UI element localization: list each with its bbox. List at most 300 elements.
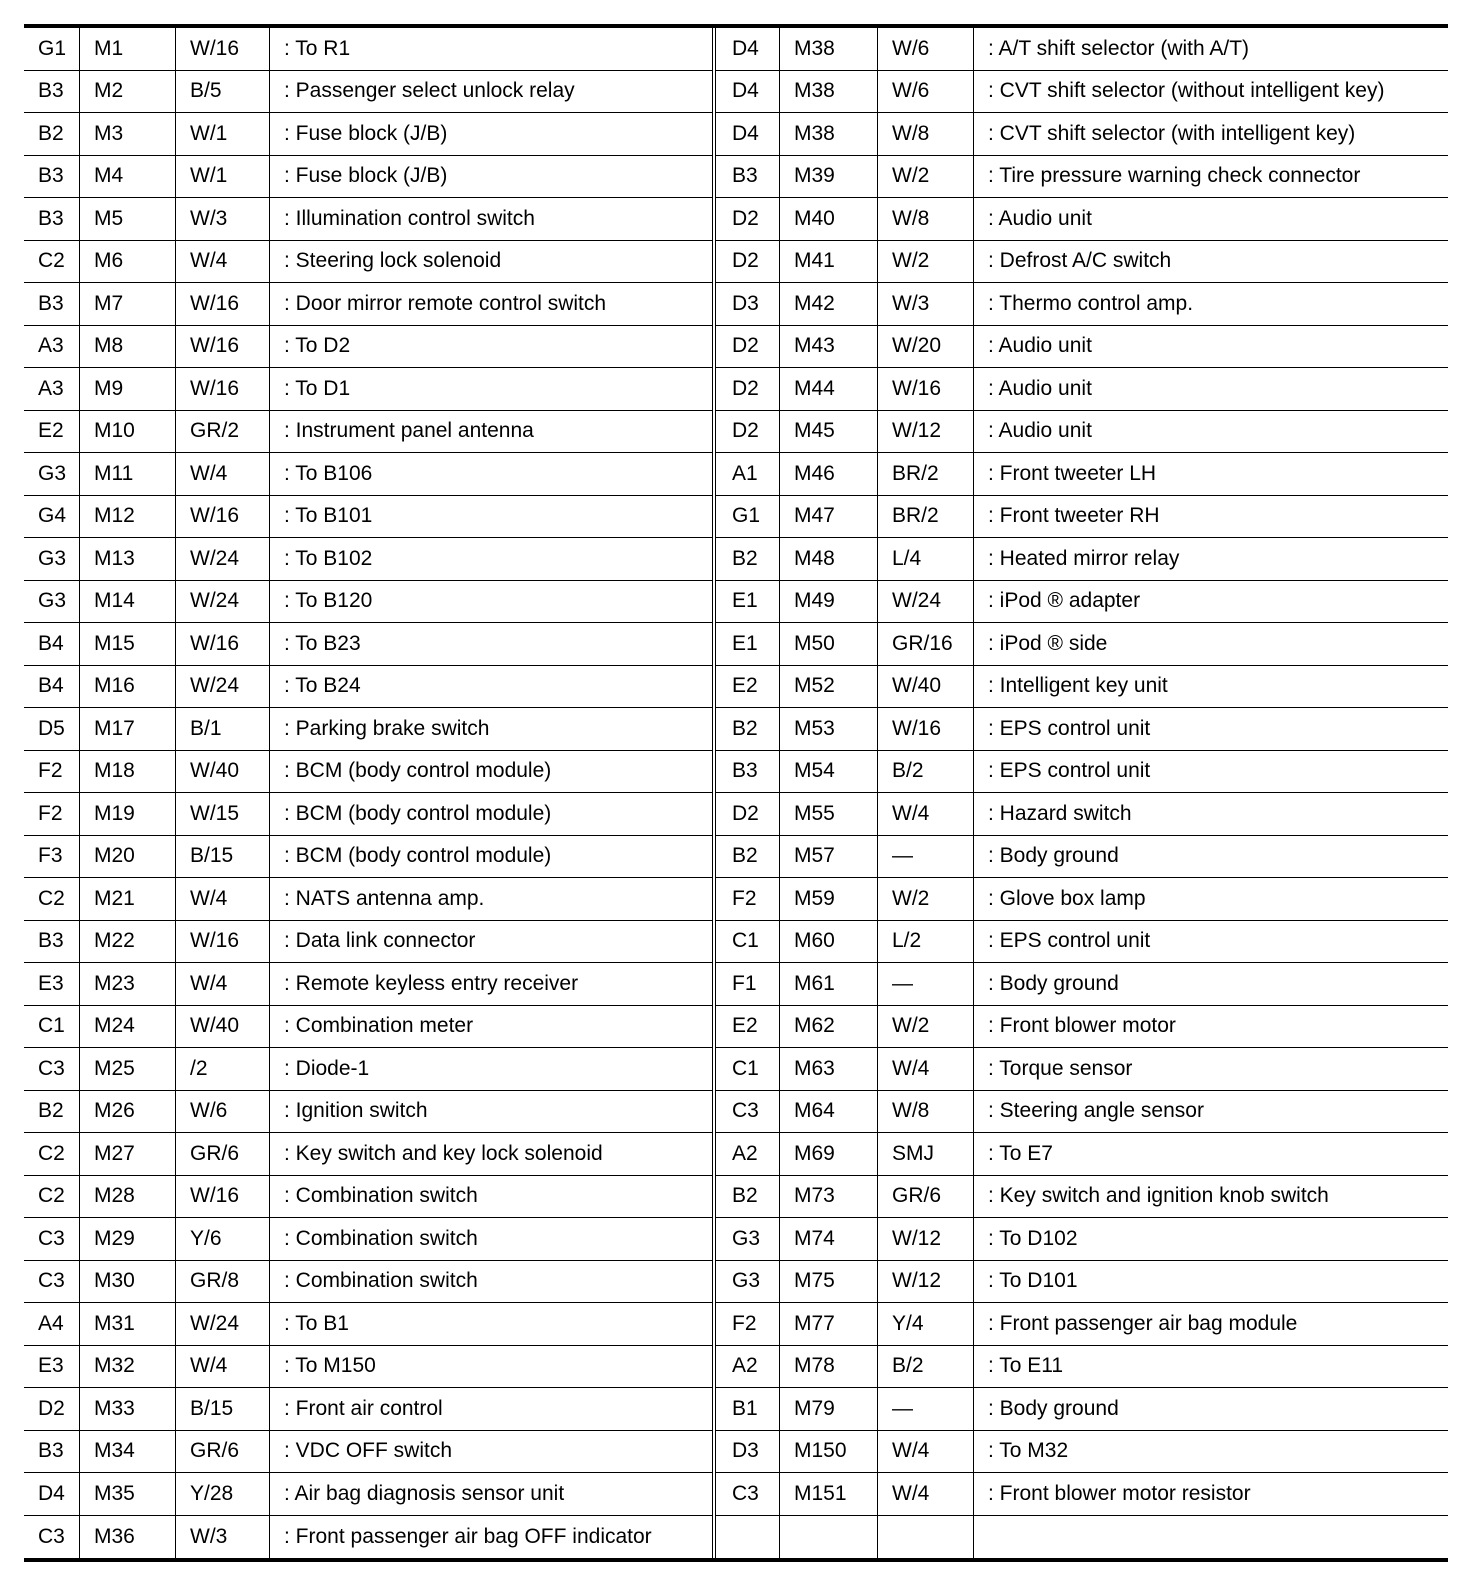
description-cell: : Combination switch [284, 1269, 478, 1293]
description-cell: : BCM (body control module) [284, 844, 552, 868]
connector-type-cell: W/4 [176, 453, 270, 495]
connector-type-cell: W/4 [176, 1346, 270, 1388]
description-cell: : To B101 [284, 504, 373, 528]
connector-type-cell: W/16 [176, 623, 270, 665]
connector-type-cell: W/2 [878, 878, 974, 920]
description-cell: : Steering lock solenoid [284, 249, 502, 273]
description-cell: : Audio unit [988, 206, 1092, 230]
table-row [716, 751, 1448, 794]
table-row [716, 1473, 1448, 1516]
grid-cell: F2 [716, 1303, 780, 1345]
connector-type-cell: W/24 [176, 538, 270, 580]
table-row [716, 1431, 1448, 1474]
description-cell: : Body ground [988, 844, 1119, 868]
grid-cell: D2 [716, 411, 780, 453]
connector-cell: M48 [780, 538, 878, 580]
description-cell: : Door mirror remote control switch [284, 291, 607, 315]
connector-cell: M34 [80, 1431, 176, 1473]
description-cell: : Front air control [284, 1396, 443, 1420]
description-cell: : To B102 [284, 546, 373, 570]
grid-cell: C3 [24, 1218, 80, 1260]
description-cell: : To R1 [284, 36, 351, 60]
connector-cell: M53 [780, 708, 878, 750]
connector-type-cell: W/15 [176, 793, 270, 835]
table-row [24, 71, 712, 114]
connector-type-cell: W/2 [878, 241, 974, 283]
table-row [716, 666, 1448, 709]
connector-cell: M1 [80, 28, 176, 70]
table-row [24, 283, 712, 326]
grid-cell: C1 [716, 1048, 780, 1090]
description-cell: : iPod ® adapter [988, 589, 1141, 613]
description-cell: : Tire pressure warning check connector [988, 164, 1361, 188]
connector-type-cell: W/3 [176, 198, 270, 240]
connector-cell: M15 [80, 623, 176, 665]
connector-type-cell: W/4 [878, 793, 974, 835]
description-cell: : EPS control unit [988, 759, 1151, 783]
connector-type-cell: BR/2 [878, 453, 974, 495]
grid-cell: F2 [24, 751, 80, 793]
description-cell: : Audio unit [988, 419, 1092, 443]
table-row [24, 793, 712, 836]
description-cell: : Intelligent key unit [988, 674, 1168, 698]
table-row [716, 1261, 1448, 1304]
description-cell: : Key switch and key lock solenoid [284, 1141, 603, 1165]
connector-cell: M38 [780, 113, 878, 155]
description-cell: : To E11 [988, 1354, 1064, 1378]
connector-cell: M3 [80, 113, 176, 155]
connector-cell: M23 [80, 963, 176, 1005]
table-row [716, 581, 1448, 624]
connector-type-cell: B/15 [176, 1388, 270, 1430]
connector-cell: M12 [80, 496, 176, 538]
connector-cell: M24 [80, 1006, 176, 1048]
grid-cell: D3 [716, 1431, 780, 1473]
description-cell: : To B1 [284, 1311, 349, 1335]
description-cell: : Combination switch [284, 1184, 478, 1208]
description-cell: : Air bag diagnosis sensor unit [284, 1481, 565, 1505]
description-cell: : To M32 [988, 1439, 1069, 1463]
description-cell: : Fuse block (J/B) [284, 121, 448, 145]
description-cell: : Audio unit [988, 376, 1092, 400]
table-row [24, 878, 712, 921]
connector-type-cell: W/40 [176, 1006, 270, 1048]
table-row [24, 1218, 712, 1261]
table-row [24, 581, 712, 624]
description-cell: : iPod ® side [988, 631, 1108, 655]
grid-cell: E1 [716, 581, 780, 623]
description-cell: : Defrost A/C switch [988, 249, 1172, 273]
connector-cell: M52 [780, 666, 878, 708]
grid-cell: A2 [716, 1346, 780, 1388]
table-row [24, 113, 712, 156]
connector-cell: M50 [780, 623, 878, 665]
connector-cell: M2 [80, 71, 176, 113]
description-cell: : To B106 [284, 461, 373, 485]
connector-type-cell: Y/6 [176, 1218, 270, 1260]
description-cell: : To B23 [284, 631, 361, 655]
connector-cell: M59 [780, 878, 878, 920]
table-row [716, 198, 1448, 241]
connector-cell: M25 [80, 1048, 176, 1090]
description-cell: : Fuse block (J/B) [284, 164, 448, 188]
connector-cell: M150 [780, 1431, 878, 1473]
grid-cell: B2 [24, 1091, 80, 1133]
connector-type-cell: W/3 [878, 283, 974, 325]
connector-table-right-half [716, 28, 1448, 1558]
connector-type-cell: W/2 [878, 1006, 974, 1048]
description-cell: : Front tweeter RH [988, 504, 1160, 528]
connector-cell: M20 [80, 836, 176, 878]
grid-cell: B3 [24, 71, 80, 113]
table-row [24, 368, 712, 411]
connector-type-cell: GR/6 [176, 1431, 270, 1473]
grid-cell: E2 [716, 1006, 780, 1048]
table-row [24, 241, 712, 284]
grid-cell: B3 [24, 198, 80, 240]
connector-type-cell: W/16 [176, 1176, 270, 1218]
table-row [24, 1388, 712, 1431]
connector-type-cell: W/12 [878, 1261, 974, 1303]
table-row [24, 198, 712, 241]
connector-type-cell: W/1 [176, 113, 270, 155]
connector-type-cell: W/4 [176, 878, 270, 920]
connector-cell: M9 [80, 368, 176, 410]
grid-cell [716, 1516, 780, 1559]
table-row [24, 708, 712, 751]
connector-type-cell: W/6 [878, 71, 974, 113]
description-cell: : Key switch and ignition knob switch [988, 1184, 1329, 1208]
grid-cell: D2 [716, 326, 780, 368]
connector-table [24, 24, 1448, 1562]
grid-cell: D4 [716, 28, 780, 70]
description-cell: : Body ground [988, 1396, 1119, 1420]
connector-type-cell: W/2 [878, 156, 974, 198]
grid-cell: G3 [24, 581, 80, 623]
connector-type-cell: L/2 [878, 921, 974, 963]
connector-type-cell: W/24 [176, 666, 270, 708]
connector-cell: M19 [80, 793, 176, 835]
connector-type-cell: W/1 [176, 156, 270, 198]
grid-cell: F1 [716, 963, 780, 1005]
table-row [716, 921, 1448, 964]
grid-cell: B4 [24, 623, 80, 665]
connector-cell: M5 [80, 198, 176, 240]
connector-type-cell: W/20 [878, 326, 974, 368]
description-cell: : EPS control unit [988, 929, 1151, 953]
connector-cell: M44 [780, 368, 878, 410]
connector-cell: M40 [780, 198, 878, 240]
connector-type-cell: B/2 [878, 751, 974, 793]
table-row [716, 1218, 1448, 1261]
grid-cell: G4 [24, 496, 80, 538]
connector-cell: M61 [780, 963, 878, 1005]
grid-cell: A3 [24, 326, 80, 368]
table-row [716, 1346, 1448, 1389]
grid-cell: D2 [716, 793, 780, 835]
connector-type-cell: SMJ [878, 1133, 974, 1175]
table-row [24, 156, 712, 199]
table-row [24, 326, 712, 369]
connector-type-cell: W/4 [176, 241, 270, 283]
description-cell: : Data link connector [284, 929, 476, 953]
connector-type-cell [878, 1516, 974, 1559]
description-cell: : To D101 [988, 1269, 1078, 1293]
grid-cell: B2 [716, 708, 780, 750]
grid-cell: E1 [716, 623, 780, 665]
connector-cell: M151 [780, 1473, 878, 1515]
connector-type-cell: L/4 [878, 538, 974, 580]
connector-type-cell: W/16 [878, 708, 974, 750]
connector-cell: M74 [780, 1218, 878, 1260]
connector-cell: M46 [780, 453, 878, 495]
connector-cell: M47 [780, 496, 878, 538]
table-row [24, 1516, 712, 1559]
connector-type-cell: W/16 [176, 283, 270, 325]
table-row [716, 113, 1448, 156]
connector-type-cell: B/15 [176, 836, 270, 878]
connector-type-cell: W/40 [878, 666, 974, 708]
description-cell: : CVT shift selector (with intelligent key) [988, 121, 1356, 145]
connector-cell: M26 [80, 1091, 176, 1133]
table-row [24, 453, 712, 496]
connector-type-cell: GR/16 [878, 623, 974, 665]
connector-type-cell: B/2 [878, 1346, 974, 1388]
connector-cell: M36 [80, 1516, 176, 1559]
description-cell: : Diode-1 [284, 1056, 370, 1080]
description-cell: : Heated mirror relay [988, 546, 1180, 570]
description-cell: : NATS antenna amp. [284, 886, 485, 910]
table-row [716, 1176, 1448, 1219]
table-row [24, 1133, 712, 1176]
table-row [716, 496, 1448, 539]
table-row [716, 241, 1448, 284]
connector-type-cell: W/16 [176, 921, 270, 963]
grid-cell: B2 [716, 1176, 780, 1218]
connector-cell: M29 [80, 1218, 176, 1260]
description-cell: : Thermo control amp. [988, 291, 1194, 315]
grid-cell: A2 [716, 1133, 780, 1175]
table-row [24, 836, 712, 879]
connector-type-cell: W/12 [878, 411, 974, 453]
grid-cell: B1 [716, 1388, 780, 1430]
grid-cell: G3 [716, 1261, 780, 1303]
description-cell: : To B120 [284, 589, 373, 613]
description-cell: : To B24 [284, 674, 361, 698]
description-cell: : Front blower motor [988, 1014, 1176, 1038]
connector-type-cell: — [878, 836, 974, 878]
grid-cell: F2 [24, 793, 80, 835]
connector-type-cell: GR/8 [176, 1261, 270, 1303]
connector-type-cell: W/4 [176, 963, 270, 1005]
grid-cell: C3 [24, 1261, 80, 1303]
connector-cell: M42 [780, 283, 878, 325]
table-row [716, 878, 1448, 921]
description-cell: : Front tweeter LH [988, 461, 1157, 485]
description-cell: : Remote keyless entry receiver [284, 971, 579, 995]
connector-type-cell: W/6 [176, 1091, 270, 1133]
grid-cell: B3 [716, 751, 780, 793]
table-row [716, 623, 1448, 666]
table-row [24, 963, 712, 1006]
connector-cell: M14 [80, 581, 176, 623]
connector-cell: M38 [780, 28, 878, 70]
connector-type-cell: /2 [176, 1048, 270, 1090]
connector-cell: M6 [80, 241, 176, 283]
connector-cell: M77 [780, 1303, 878, 1345]
description-cell: : Combination meter [284, 1014, 474, 1038]
connector-cell: M8 [80, 326, 176, 368]
connector-type-cell: BR/2 [878, 496, 974, 538]
grid-cell: C1 [716, 921, 780, 963]
description-cell: : Hazard switch [988, 801, 1132, 825]
description-cell: : Front passenger air bag module [988, 1311, 1298, 1335]
connector-cell: M43 [780, 326, 878, 368]
description-cell: : To E7 [988, 1141, 1053, 1165]
connector-type-cell: W/8 [878, 198, 974, 240]
connector-cell: M33 [80, 1388, 176, 1430]
grid-cell: B2 [716, 836, 780, 878]
grid-cell: B3 [716, 156, 780, 198]
connector-cell: M16 [80, 666, 176, 708]
grid-cell: E2 [716, 666, 780, 708]
connector-cell: M60 [780, 921, 878, 963]
grid-cell: D4 [24, 1473, 80, 1515]
table-row [716, 71, 1448, 114]
connector-cell: M78 [780, 1346, 878, 1388]
connector-cell: M13 [80, 538, 176, 580]
connector-cell: M30 [80, 1261, 176, 1303]
connector-type-cell: — [878, 1388, 974, 1430]
table-row [716, 283, 1448, 326]
grid-cell: F3 [24, 836, 80, 878]
connector-type-cell: W/24 [878, 581, 974, 623]
connector-type-cell: W/3 [176, 1516, 270, 1559]
grid-cell: D4 [716, 113, 780, 155]
description-cell: : CVT shift selector (without intelligent key) [988, 79, 1385, 103]
description-cell: : Passenger select unlock relay [284, 79, 575, 103]
connector-cell: M18 [80, 751, 176, 793]
connector-type-cell: Y/28 [176, 1473, 270, 1515]
description-cell: : To M150 [284, 1354, 376, 1378]
table-row [716, 1516, 1448, 1559]
table-row [24, 28, 712, 71]
connector-cell: M54 [780, 751, 878, 793]
description-cell: : Instrument panel antenna [284, 419, 534, 443]
grid-cell: D2 [716, 198, 780, 240]
connector-type-cell: W/16 [176, 368, 270, 410]
table-row [716, 793, 1448, 836]
connector-cell: M45 [780, 411, 878, 453]
connector-type-cell: GR/2 [176, 411, 270, 453]
connector-cell: M41 [780, 241, 878, 283]
table-row [24, 496, 712, 539]
grid-cell: G1 [24, 28, 80, 70]
connector-cell: M49 [780, 581, 878, 623]
connector-type-cell: W/8 [878, 1091, 974, 1133]
description-cell: : To D2 [284, 334, 351, 358]
grid-cell: C2 [24, 241, 80, 283]
description-cell: : Front passenger air bag OFF indicator [284, 1524, 652, 1548]
connector-cell [780, 1516, 878, 1559]
connector-cell: M79 [780, 1388, 878, 1430]
grid-cell: C2 [24, 1133, 80, 1175]
connector-type-cell: B/1 [176, 708, 270, 750]
table-row [716, 1091, 1448, 1134]
table-row [716, 836, 1448, 879]
connector-cell: M39 [780, 156, 878, 198]
grid-cell: C2 [24, 878, 80, 920]
table-row [24, 411, 712, 454]
table-row [24, 538, 712, 581]
description-cell: : Illumination control switch [284, 206, 535, 230]
description-cell: : Parking brake switch [284, 716, 490, 740]
connector-type-cell: W/16 [878, 368, 974, 410]
table-row [716, 453, 1448, 496]
table-row [24, 623, 712, 666]
table-row [24, 1091, 712, 1134]
connector-type-cell: W/16 [176, 28, 270, 70]
grid-cell: E2 [24, 411, 80, 453]
table-row [24, 1473, 712, 1516]
description-cell: : Combination switch [284, 1226, 478, 1250]
grid-cell: G3 [24, 453, 80, 495]
table-row [716, 708, 1448, 751]
connector-cell: M75 [780, 1261, 878, 1303]
table-row [24, 1048, 712, 1091]
grid-cell: G3 [24, 538, 80, 580]
connector-type-cell: W/16 [176, 496, 270, 538]
grid-cell: C3 [24, 1516, 80, 1559]
connector-type-cell: — [878, 963, 974, 1005]
table-row [24, 751, 712, 794]
connector-type-cell: GR/6 [878, 1176, 974, 1218]
table-row [24, 1431, 712, 1474]
grid-cell: B3 [24, 1431, 80, 1473]
table-row [716, 411, 1448, 454]
grid-cell: D5 [24, 708, 80, 750]
grid-cell: D3 [716, 283, 780, 325]
connector-cell: M63 [780, 1048, 878, 1090]
connector-type-cell: W/8 [878, 113, 974, 155]
description-cell: : Glove box lamp [988, 886, 1146, 910]
connector-type-cell: W/12 [878, 1218, 974, 1260]
connector-cell: M7 [80, 283, 176, 325]
connector-cell: M64 [780, 1091, 878, 1133]
grid-cell: B4 [24, 666, 80, 708]
table-row [24, 921, 712, 964]
table-row [716, 28, 1448, 71]
description-cell: : VDC OFF switch [284, 1439, 453, 1463]
connector-cell: M10 [80, 411, 176, 453]
grid-cell: A3 [24, 368, 80, 410]
connector-table-left-half [24, 28, 716, 1558]
connector-cell: M17 [80, 708, 176, 750]
connector-cell: M69 [780, 1133, 878, 1175]
grid-cell: C3 [24, 1048, 80, 1090]
connector-cell: M73 [780, 1176, 878, 1218]
connector-cell: M55 [780, 793, 878, 835]
description-cell: : To D1 [284, 376, 351, 400]
grid-cell: C2 [24, 1176, 80, 1218]
table-row [716, 1006, 1448, 1049]
description-cell: : A/T shift selector (with A/T) [988, 36, 1250, 60]
grid-cell: B3 [24, 156, 80, 198]
description-cell: : To D102 [988, 1226, 1078, 1250]
connector-cell: M28 [80, 1176, 176, 1218]
description-cell: : Audio unit [988, 334, 1092, 358]
table-row [716, 326, 1448, 369]
